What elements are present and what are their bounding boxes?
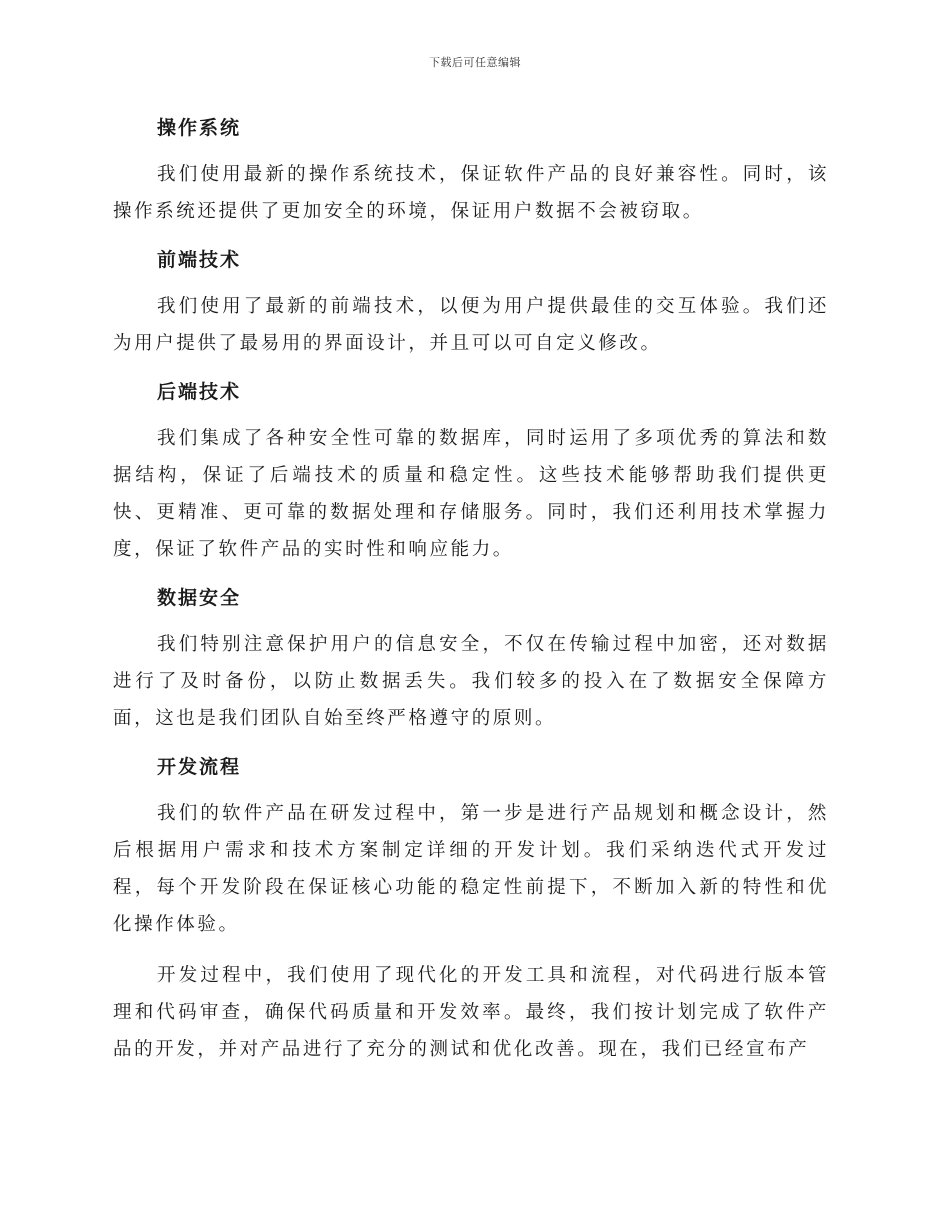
paragraph-frontend: 我们使用了最新的前端技术，以便为用户提供最佳的交互体验。我们还为用户提供了最易用的界面设计，并且可以可自定义修改。	[113, 296, 829, 354]
document-body	[113, 112, 829, 1068]
section-heading-os: 操作系统	[157, 117, 242, 139]
section-heading-backend: 后端技术	[157, 381, 242, 403]
paragraph-dev-process-2: 开发过程中，我们使用了现代化的开发工具和流程，对代码进行版本管理和代码审查，确保代码质量和开发效率。最终，我们按计划完成了软件产品的开发，并对产品进行了充分的测试和优化改善。现在，我们已经宣布产	[113, 965, 829, 1060]
paragraph-data-security: 我们特别注意保护用户的信息安全，不仅在传输过程中加密，还对数据进行了及时备份，以防止数据丢失。我们较多的投入在了数据安全保障方面，这也是我们团队自始至终严格遵守的原则。	[113, 634, 829, 729]
paragraph-os: 我们使用最新的操作系统技术，保证软件产品的良好兼容性。同时，该操作系统还提供了更加安全的环境，保证用户数据不会被窃取。	[113, 164, 829, 222]
page-header: 下载后可任意编辑	[429, 56, 521, 69]
paragraph-backend: 我们集成了各种安全性可靠的数据库，同时运用了多项优秀的算法和数据结构，保证了后端技术的质量和稳定性。这些技术能够帮助我们提供更快、更精准、更可靠的数据处理和存储服务。同时，我们还利用技术掌握力度，保证了软件产品的实时性和响应能力。	[113, 428, 829, 560]
paragraph-dev-process-1: 我们的软件产品在研发过程中，第一步是进行产品规划和概念设计，然后根据用户需求和技术方案制定详细的开发计划。我们采纳迭代式开发过程，每个开发阶段在保证核心功能的稳定性前提下，不断加入新的特性和优化操作体验。	[113, 803, 829, 935]
section-heading-data-security: 数据安全	[157, 587, 242, 609]
section-heading-frontend: 前端技术	[157, 249, 242, 271]
section-heading-dev-process: 开发流程	[157, 756, 242, 778]
